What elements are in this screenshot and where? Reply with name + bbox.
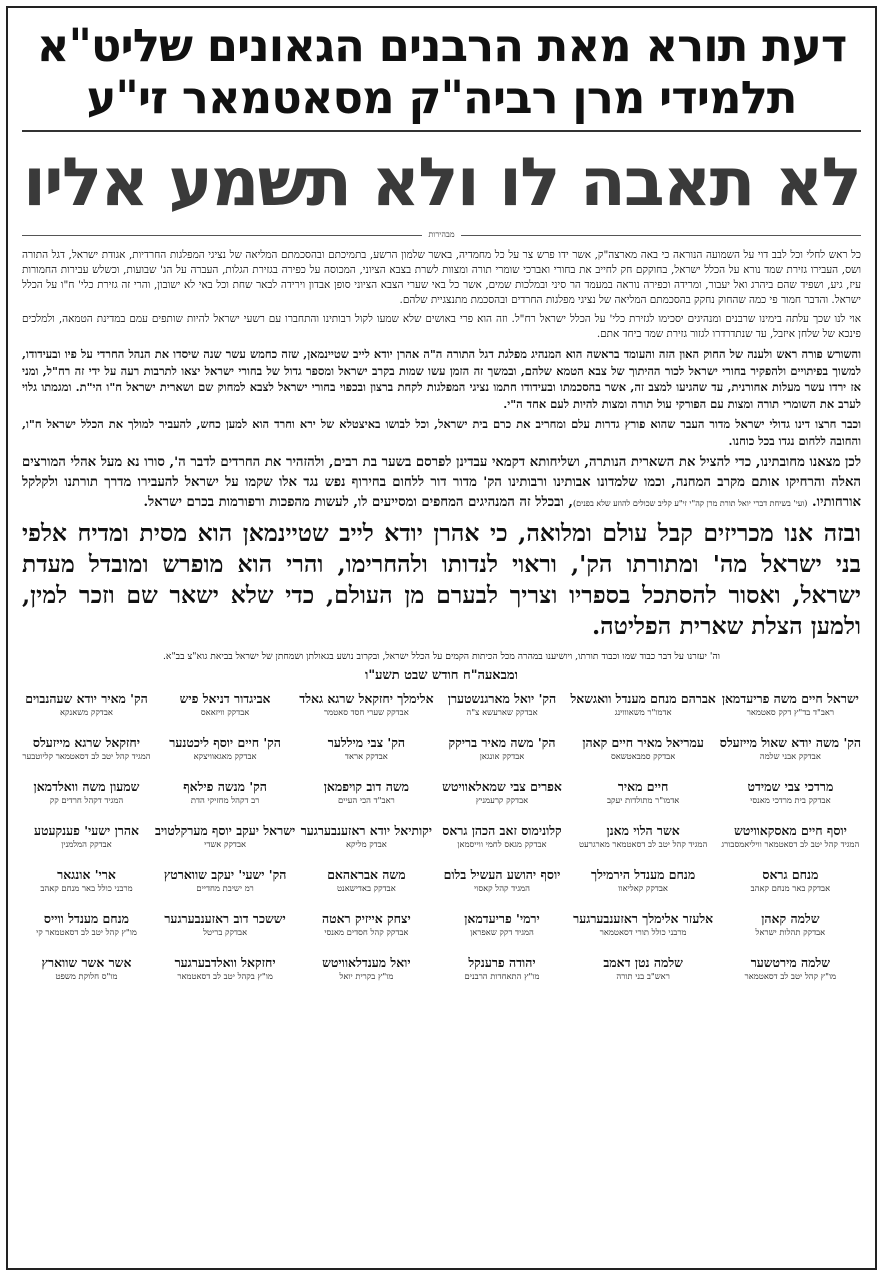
signatory-title: מו"ס חלוקת משפט [55, 971, 118, 981]
signatory-name: עמריאל מאיר חיים קאהן [582, 735, 704, 750]
signatory-name: משה אבראהאם [327, 867, 406, 882]
signatory-name: אפרים צבי שמאלאוויטש [442, 779, 562, 794]
signatory-name: אהרן ישעי' פענקעטע [33, 823, 139, 838]
signatory-name: הק' יואל מארגנשטערן [447, 691, 557, 706]
paragraph-2: אוי לנו שכך עלתה בימינו שרבנים ומנהיגים יסכימו לגזירת כלי' על הכלל ישראל רח"ל. וזה הוא פרי באושים שלא שמעו לקול רבותינו והתחברו עם רשעי ישראל להיות שותפים עמם במדינת הטמאה, ולמלכים פינכא של שלחן איזבל, עד שנתדרדרו לגזור גזירת שמד ביחד אתם. [22, 313, 861, 340]
signatory-title: ראב"ד בד"ץ דקק סאטמאר [746, 707, 835, 717]
signatory-name: ירמי' פריעדמאן [464, 911, 540, 926]
signatory-title: מו"ץ התאחדות הרבנים [464, 971, 540, 981]
subtag-row [22, 228, 861, 242]
header-line-2: תלמידי מרן רביה"ק מסאטמאר זי"ע [86, 71, 797, 124]
signatory-name: הק' מאיר יודא שעהנבוים [25, 691, 148, 706]
signatory-name: יוסף יהושע העשיל בלום [443, 867, 561, 882]
signatory-title: אבדקק קהל חסדים מאנסי [324, 927, 409, 937]
signatory [299, 823, 433, 867]
paragraph-5-source-note: (ועי' בשיחת דברי יואל תורת מרן קה"י זי"ע קליב שכולים להוזע שלא בפנים) [572, 499, 808, 508]
signatory [720, 955, 861, 999]
subtag-label: מבהירות [428, 230, 455, 239]
paragraph-4: וכבר חרצו דינו גדולי ישראל מדור העבר שהוא פורץ גדרות עלם ומחריב את כרם בית ישראל, וכל לבושו באיצטלא של ירא וחרד הוא למען כחש, להעביר למולך את הכלל ישראל ח"ו, והחובה ללחום נגדו בכל כוחנו. [22, 417, 861, 448]
signatory-title: מו"ץ קהל יטב לב דסאטמאר קי [36, 927, 137, 937]
signatory [22, 955, 151, 999]
signatory-title: מרבני כולל באר מנחם קאהב [40, 883, 133, 893]
signatory [438, 691, 567, 735]
signatory-title: רב דקהל מחזיקי הדת [190, 795, 260, 805]
signatory-name: יששכר דוב ראזענבערגער [164, 911, 286, 926]
signatory [570, 955, 715, 999]
signatory [570, 823, 715, 867]
signatory-title: אבדקק בית מרדכי מאנסי [750, 795, 831, 805]
signatory-title: אבדקק אשדי [204, 839, 247, 849]
signatory-title: רמ ישיבת מחדיים [196, 883, 254, 893]
signatory-name: הק' משה מאיר בריקק [448, 735, 556, 750]
signatory-title: אבדקק סמבאטשאס [610, 751, 676, 761]
signatory-title: אבדקק באר מנחם קאהב [750, 883, 831, 893]
signatory-title: המגיד קהל קאסוי [474, 883, 530, 893]
signatory [438, 823, 567, 867]
signatory [720, 867, 861, 911]
signatory-title: אבדקק תהלות ישראל [755, 927, 826, 937]
signatory-name: ישראל יעקב יוסף מערקלטויב [154, 823, 296, 838]
signatory [720, 823, 861, 867]
signatory-title: אבדקק אבני שלמה [759, 751, 821, 761]
signatory [155, 911, 295, 955]
signatory [720, 911, 861, 955]
signatories-grid [22, 691, 861, 999]
paragraph-6-declaration: ובזה אנו מכריזים קבל עולם ומלואה, כי אהרן יודא לייב שטיינמאן הוא מסית ומדיח אלפי בני ישראל מה' ומתורתו הק', וראוי לנדותו ולהחרימו, והרי הוא מופרש ומובדל מעדת ישראל, ואסור להסתכל בספריו וצריך לבערם מן העולם, כדי שלא ישאר שם וזכר למין, ולמען הצלת שארית הפליטה. [22, 519, 861, 640]
signatory [438, 867, 567, 911]
signatory-name: קלונימוס זאב הכהן גראס [442, 823, 562, 838]
signatory [155, 779, 295, 823]
signatory [155, 735, 295, 779]
signatory-name: ישראל חיים משה פריעדמאן [721, 691, 859, 706]
signatory [155, 955, 295, 999]
signatory-name: יוסף חיים מאסקאוויטש [733, 823, 847, 838]
signatory-name: שלמה קאהן [761, 911, 820, 926]
signatory [570, 735, 715, 779]
signatory-name: אלימלך יחזקאל שרגא גאלד [299, 691, 434, 706]
signatory-title: אבדקק קרעמניץ [475, 795, 529, 805]
signatory-name: מנחם מענדל הירמילך [591, 867, 696, 882]
signatory [438, 955, 567, 999]
signatory [155, 867, 295, 911]
signatory-title: אבדקק שארעשא צ"ה [466, 707, 538, 717]
signatory [22, 779, 151, 823]
signatory-name: שלמה מירטשער [750, 955, 831, 970]
signatory [22, 823, 151, 867]
signatory-name: יצחק אייזיק ראטה [321, 911, 411, 926]
signatory [720, 691, 861, 735]
signatory [438, 735, 567, 779]
signatory [299, 735, 433, 779]
signatory-title: אבדקק באדישאנט [337, 883, 396, 893]
signatory [570, 867, 715, 911]
signatory-title: המגיד דקק שאפראן [470, 927, 534, 937]
signatory-title: אבדקק מאגאוויצקא [193, 751, 257, 761]
signatory-title: אבדקק שערי חסד סאטמר [324, 707, 409, 717]
signatory-name: מנחם מענדל ווייס [43, 911, 130, 926]
signatory-title: מו"ץ בקרית יואל [339, 971, 394, 981]
signatory-name: ארי' אונגאר [57, 867, 116, 882]
signatory-name: יואל מענדלאוויטש [322, 955, 411, 970]
signatory [299, 911, 433, 955]
signatory [570, 911, 715, 955]
signatory-title: ראש"ב בני תורה [616, 971, 670, 981]
paragraph-5-tail: , ובכלל זה המנהיגים המחפים ומסייעים לו, לעשות מהפכות ורפורמות בכרם ישראל. [143, 495, 573, 510]
signatory-title: אבדק מליקא [345, 839, 387, 849]
header-divider [22, 130, 861, 132]
subtag-rule-right [461, 235, 861, 236]
signatory-name: הק' מנשה פילאף [183, 779, 267, 794]
signatory-title: מו"ץ בקהל יטב לב דסאטמאר [177, 971, 273, 981]
signatory-name: יקותיאל יודא ראזענבערגער [300, 823, 433, 838]
signatory [438, 911, 567, 955]
signatory-title: אבדקק משאנקא [60, 707, 113, 717]
signatory [299, 691, 433, 735]
paragraph-1: כל ראש לחלי וכל לבב דוי על השמועה הנוראה כי באה מארצה"ק, אשר ידו פרש צר על כל מחמדיה, באשר שלמון הרשע, בתמיכתם ובהסכמתם המליאה של נציגי המפלגות החרדיות, אגודת ישראל, דגל התורה ושס, העבירו גזירת שמד נורא על הכלל ישראל, בחוקקם חק לחייב את בחורי ואברכי שומרי תורה ומצוות לשרת בצבא הציוני, המכוסה על כפירה בגזירת הגלות, העברה על הג' שבועות, וכשלש עבירות החמורות עיז, גיע, ושפיד שהם ביהרג ואל יעבור, ומרידה וכפירה נוראה במעמד הר סיני ובמלכות שמים, אשר כל באי שערי הצבא הציוני סופן אבדון וירידה לבאר שחת וכל באי לא ישובון, והרי זה גזירת כלי' ח"ו על הכלל ישראל. והדבר חמור פי כמה שהחוק נחקק בהסכמתם המליאה של נציגי מפלגות החרדים ובהסכמת מתנצגיית שלהם. [22, 249, 861, 306]
signatory [720, 735, 861, 779]
signatory-name: מרדכי צבי שמידט [747, 779, 834, 794]
signatory [570, 779, 715, 823]
signatory [155, 823, 295, 867]
signatory [155, 691, 295, 735]
signatory-title: המגיד דקהל חרדים קק [49, 795, 124, 805]
signatory [299, 867, 433, 911]
signatory [22, 691, 151, 735]
signatory-title: אדמו"ר משאוווינג [614, 707, 672, 717]
signatory [720, 779, 861, 823]
subtag-rule-left [22, 235, 422, 236]
signatory [22, 735, 151, 779]
signatory-name: אשר הלוי מאנן [606, 823, 680, 838]
signatory-name: יהודה פרענקל [468, 955, 536, 970]
signatory [299, 955, 433, 999]
signatory-title: מרבני כולל תורי דסאטמאר [599, 927, 687, 937]
signatory [299, 779, 433, 823]
signatory [22, 911, 151, 955]
signatory-name: אלעזר אלימלך ראזענבערגער [573, 911, 714, 926]
paragraph-5 [22, 453, 861, 514]
signatory-name: אשר אשר שווארץ [41, 955, 132, 970]
closing-note: וה' יעזרנו על דבר כבוד שמו וכבוד תורתו, ויושיענו במהרה מכל הכיתות הקמים על הכלל ישראל, ובקרוב נושע בגאולתן ושמחתן של ישראל בביאת גוא"צ בב"א. [163, 651, 720, 662]
signatory-name: אביגדור דניאל פיש [179, 691, 271, 706]
signatory-name: הק' משה יודא שאול מייזעלס [719, 735, 861, 750]
signatory-title: ראב"ד הכי העיים [338, 795, 395, 805]
signatory [22, 867, 151, 911]
signatory-title: אבדקק אונגאן [479, 751, 525, 761]
signing-date: ומבאעה"ח חודש שבט תשע"ו [365, 668, 518, 683]
signatory-title: המגיד קהל יטב לב דסאטמאר קליוטבער [22, 751, 151, 761]
main-headline: לא תאבה לו ולא תשמע אליו [23, 143, 860, 221]
signatory-title: אבדקק וויזאאס [200, 707, 250, 717]
signatory-title: המגיד קהל יטב לב דסאטמאר וויליאמסבורג [721, 839, 860, 849]
page-frame [6, 6, 877, 1270]
signatory-name: הק' חיים יוסף ליכטנער [169, 735, 281, 750]
signatory-title: אדמו"ר מתולדות יעקב [606, 795, 680, 805]
signatory-title: אבדקק קאליאוו [618, 883, 668, 893]
signatory-name: שמעון משה וואלדמאן [33, 779, 140, 794]
header-line-1: דעת תורא מאת הרבנים הגאונים שליט"א [36, 19, 847, 72]
signatory-name: משה דוב קויפמאן [323, 779, 409, 794]
signatory-title: אבדקק המלמנין [61, 839, 112, 849]
signatory-title: אבדקק אראד [344, 751, 388, 761]
signatory [438, 779, 567, 823]
signatory-name: שלמה נטן דאמב [603, 955, 683, 970]
signatory-name: חיים מאיר [617, 779, 669, 794]
signatory-title: מו"ץ קהל יטב לב דסאטמאר [744, 971, 837, 981]
signatory-name: אברהם מנחם מענדל וואגשאל [570, 691, 716, 706]
signatory-name: מנחם גראס [762, 867, 819, 882]
signatory [570, 691, 715, 735]
signatory-title: המגיד קהל יטב לב דסאטמאר מארגרעט [578, 839, 708, 849]
paragraph-3: והשורש פורה ראש ולענה של החוק האון הזה והעומד בראשה הוא המנהיג מפלגת דגל התורה ה"ה אהרן יודא לייב שטיינמאן, שזה כחמש עשר שנה שיסדו את הנהל החרדי על פיו ובעידודו, למשוך בפיתויים ולהפקיר בחורי ישראל לכור ההיתוך של צבא הטמא שלהם, ובמשך זה הזמן עשו שמות בקרב ישראל ומספר גדול של בחורי ישראל יצאו לתרבות רעה על ידי זה רח"ל, ומני אז ירדו עשר מעלות אחורנית, עד שהגיעו למצב זה, אשר בהסכמתו ובעידודו חתמו נציגי המפלגות לקחת ברצון ובכפוי בחורי ישראל לצבא למחוק שם ושארית ישראל ח"ו הי"ת. ומגמתו גלוי לערב את השומרי תורה ומצות עם הפורקי עול תורה ומצות להיות לעם אחד ה"י. [22, 347, 861, 411]
signatory-name: הק' צבי מיללער [327, 735, 405, 750]
proclamation-body [22, 20, 861, 1258]
signatory-name: יחזקאל שרגא מייזעלס [32, 735, 141, 750]
signatory-name: הק' ישעי' יעקב שווארטץ [163, 867, 287, 882]
paragraph-5-text: לכן מצאנו מחובתינו, כדי להציל את השארית הנותרה, ושליחותא דקמאי עבדינן לפרסם בשער בת רבים, ולהזהיר את החרדים לדבר ה', סורו נא מעל אהלי המורצים האלה והרחיקו אותם מקרב המחנה, וכמו שלמדונו אבותינו ורבותינו הק' מדור דור ללחום בחירוף נפש נגד אלו שקמו על ישראל להעבירו מדרך תורתנו ולקלקל אורחותיו. [22, 455, 861, 510]
signatory-title: אבדקק מגאס לחמי ווייסמאן [457, 839, 547, 849]
signatory-name: יחזקאל וואלדבערגער [174, 955, 276, 970]
signatory-title: אבדקק בריטל [203, 927, 248, 937]
